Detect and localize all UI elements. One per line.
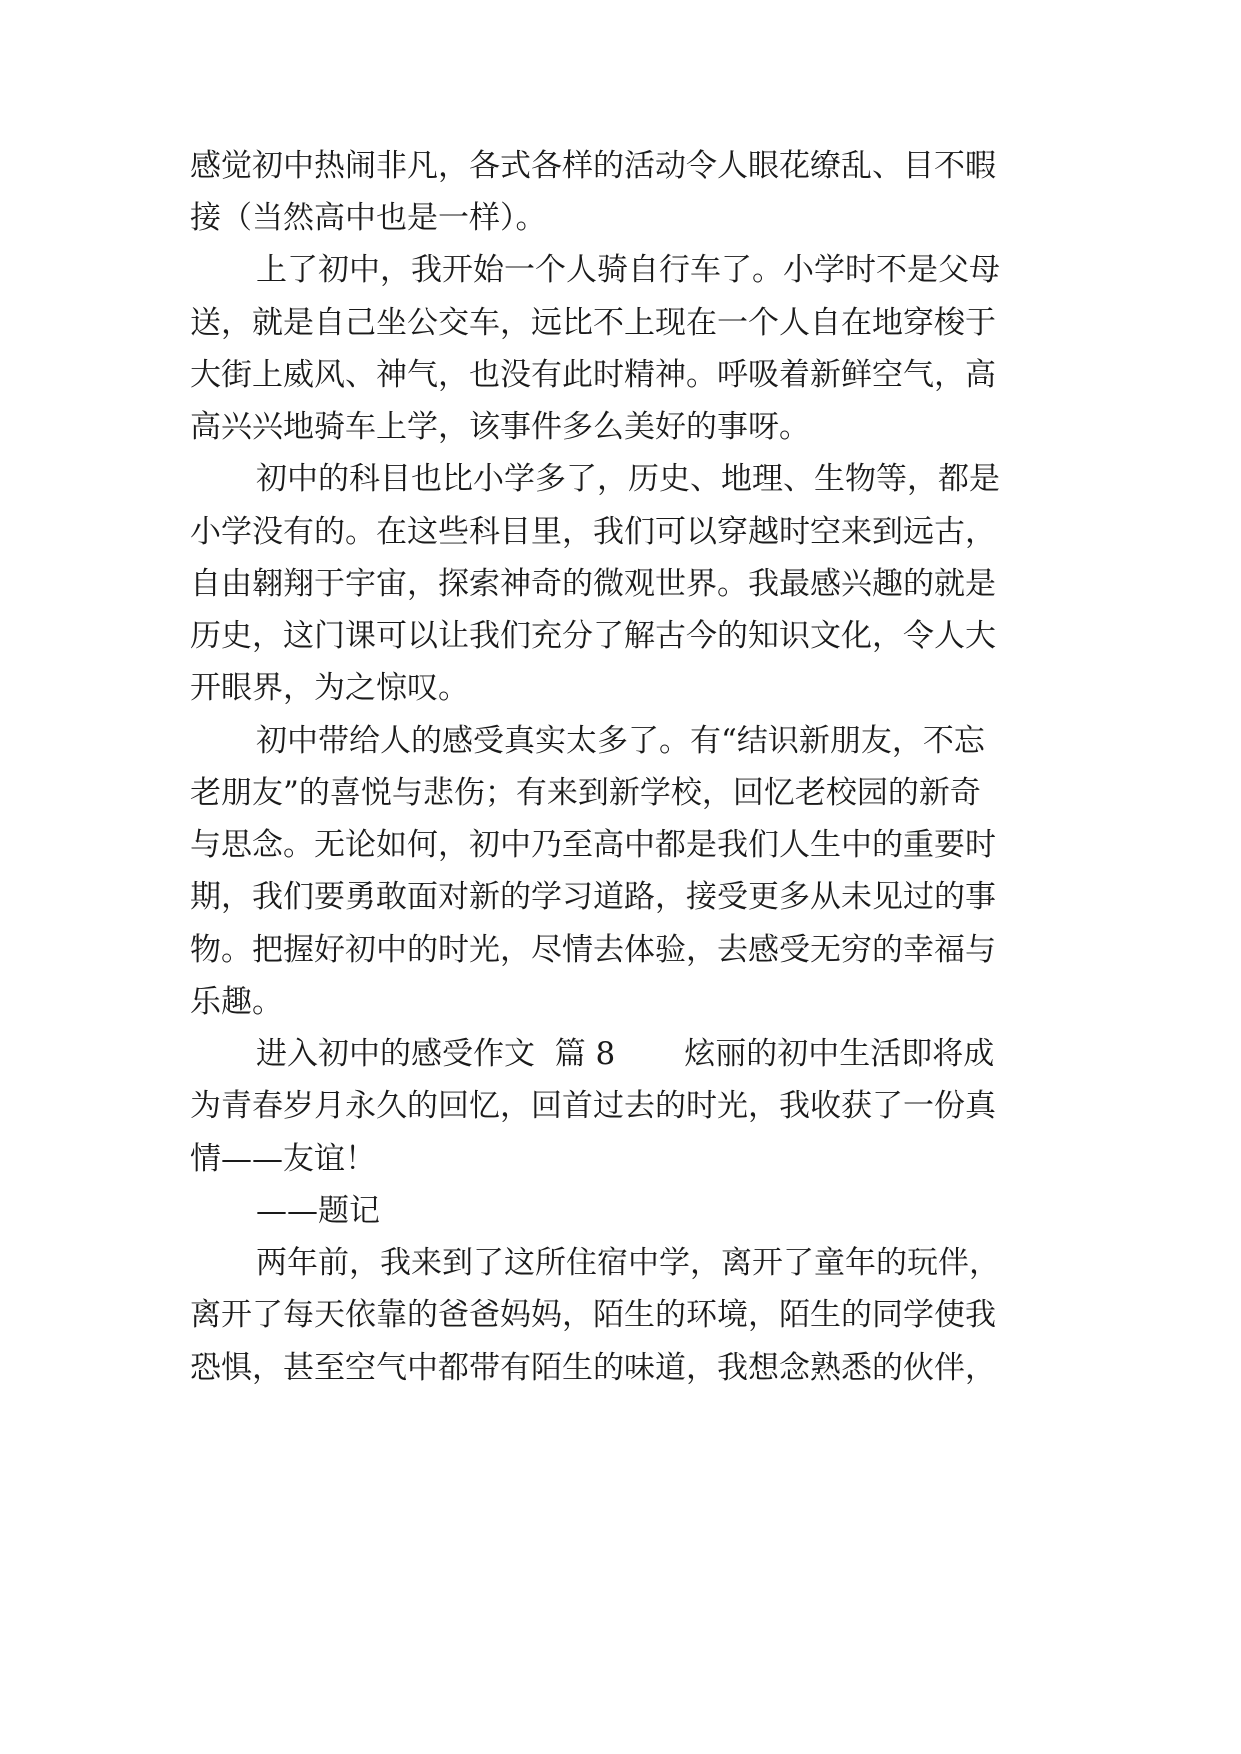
text-line: 开眼界，为之惊叹。 (190, 670, 469, 706)
text-line: 物。把握好初中的时光，尽情去体验，去感受无穷的幸福与 (190, 932, 996, 968)
text-line: 老朋友”的喜悦与悲伤；有来到新学校，回忆老校园的新奇 (190, 775, 981, 811)
epigraph-attribution: ——题记 (256, 1193, 380, 1229)
text-line: 为青春岁月永久的回忆，回首过去的时光，我收获了一份真 (190, 1088, 996, 1124)
paragraph-start: 初中带给人的感受真实太多了。有“结识新朋友，不忘 (256, 723, 985, 759)
text-line: 小学没有的。在这些科目里，我们可以穿越时空来到远古， (190, 514, 996, 550)
text-line: 情——友谊！ (190, 1141, 376, 1177)
text-line: 乐趣。 (190, 984, 283, 1020)
text-line: 送，就是自己坐公交车，远比不上现在一个人自在地穿梭于 (190, 305, 996, 341)
text-line: 大街上威风、神气，也没有此时精神。呼吸着新鲜空气，高 (190, 357, 996, 393)
text-line: 自由翱翔于宇宙，探索神奇的微观世界。我最感兴趣的就是 (190, 566, 996, 602)
text-line: 离开了每天依靠的爸爸妈妈，陌生的环境，陌生的同学使我 (190, 1297, 996, 1333)
paragraph-start: 初中的科目也比小学多了，历史、地理、生物等，都是 (256, 461, 1000, 497)
text-line: 感觉初中热闹非凡，各式各样的活动令人眼花缭乱、目不暇 (190, 148, 996, 184)
text-line: 高兴兴地骑车上学，该事件多么美好的事呀。 (190, 409, 810, 445)
text-line: 期，我们要勇敢面对新的学习道路，接受更多从未见过的事 (190, 879, 996, 915)
paragraph-start: 两年前，我来到了这所住宿中学，离开了童年的玩伴， (256, 1245, 1000, 1281)
text-line: 历史，这门课可以让我们充分了解古今的知识文化，令人大 (190, 618, 996, 654)
text-line: 接（当然高中也是一样）。 (190, 200, 547, 236)
section-heading-line: 进入初中的感受作文 篇 8 炫丽的初中生活即将成 (256, 1036, 995, 1072)
text-line: 恐惧，甚至空气中都带有陌生的味道，我想念熟悉的伙伴， (190, 1350, 996, 1386)
text-line: 与思念。无论如何，初中乃至高中都是我们人生中的重要时 (190, 827, 996, 863)
paragraph-start: 上了初中，我开始一个人骑自行车了。小学时不是父母 (256, 252, 1000, 288)
